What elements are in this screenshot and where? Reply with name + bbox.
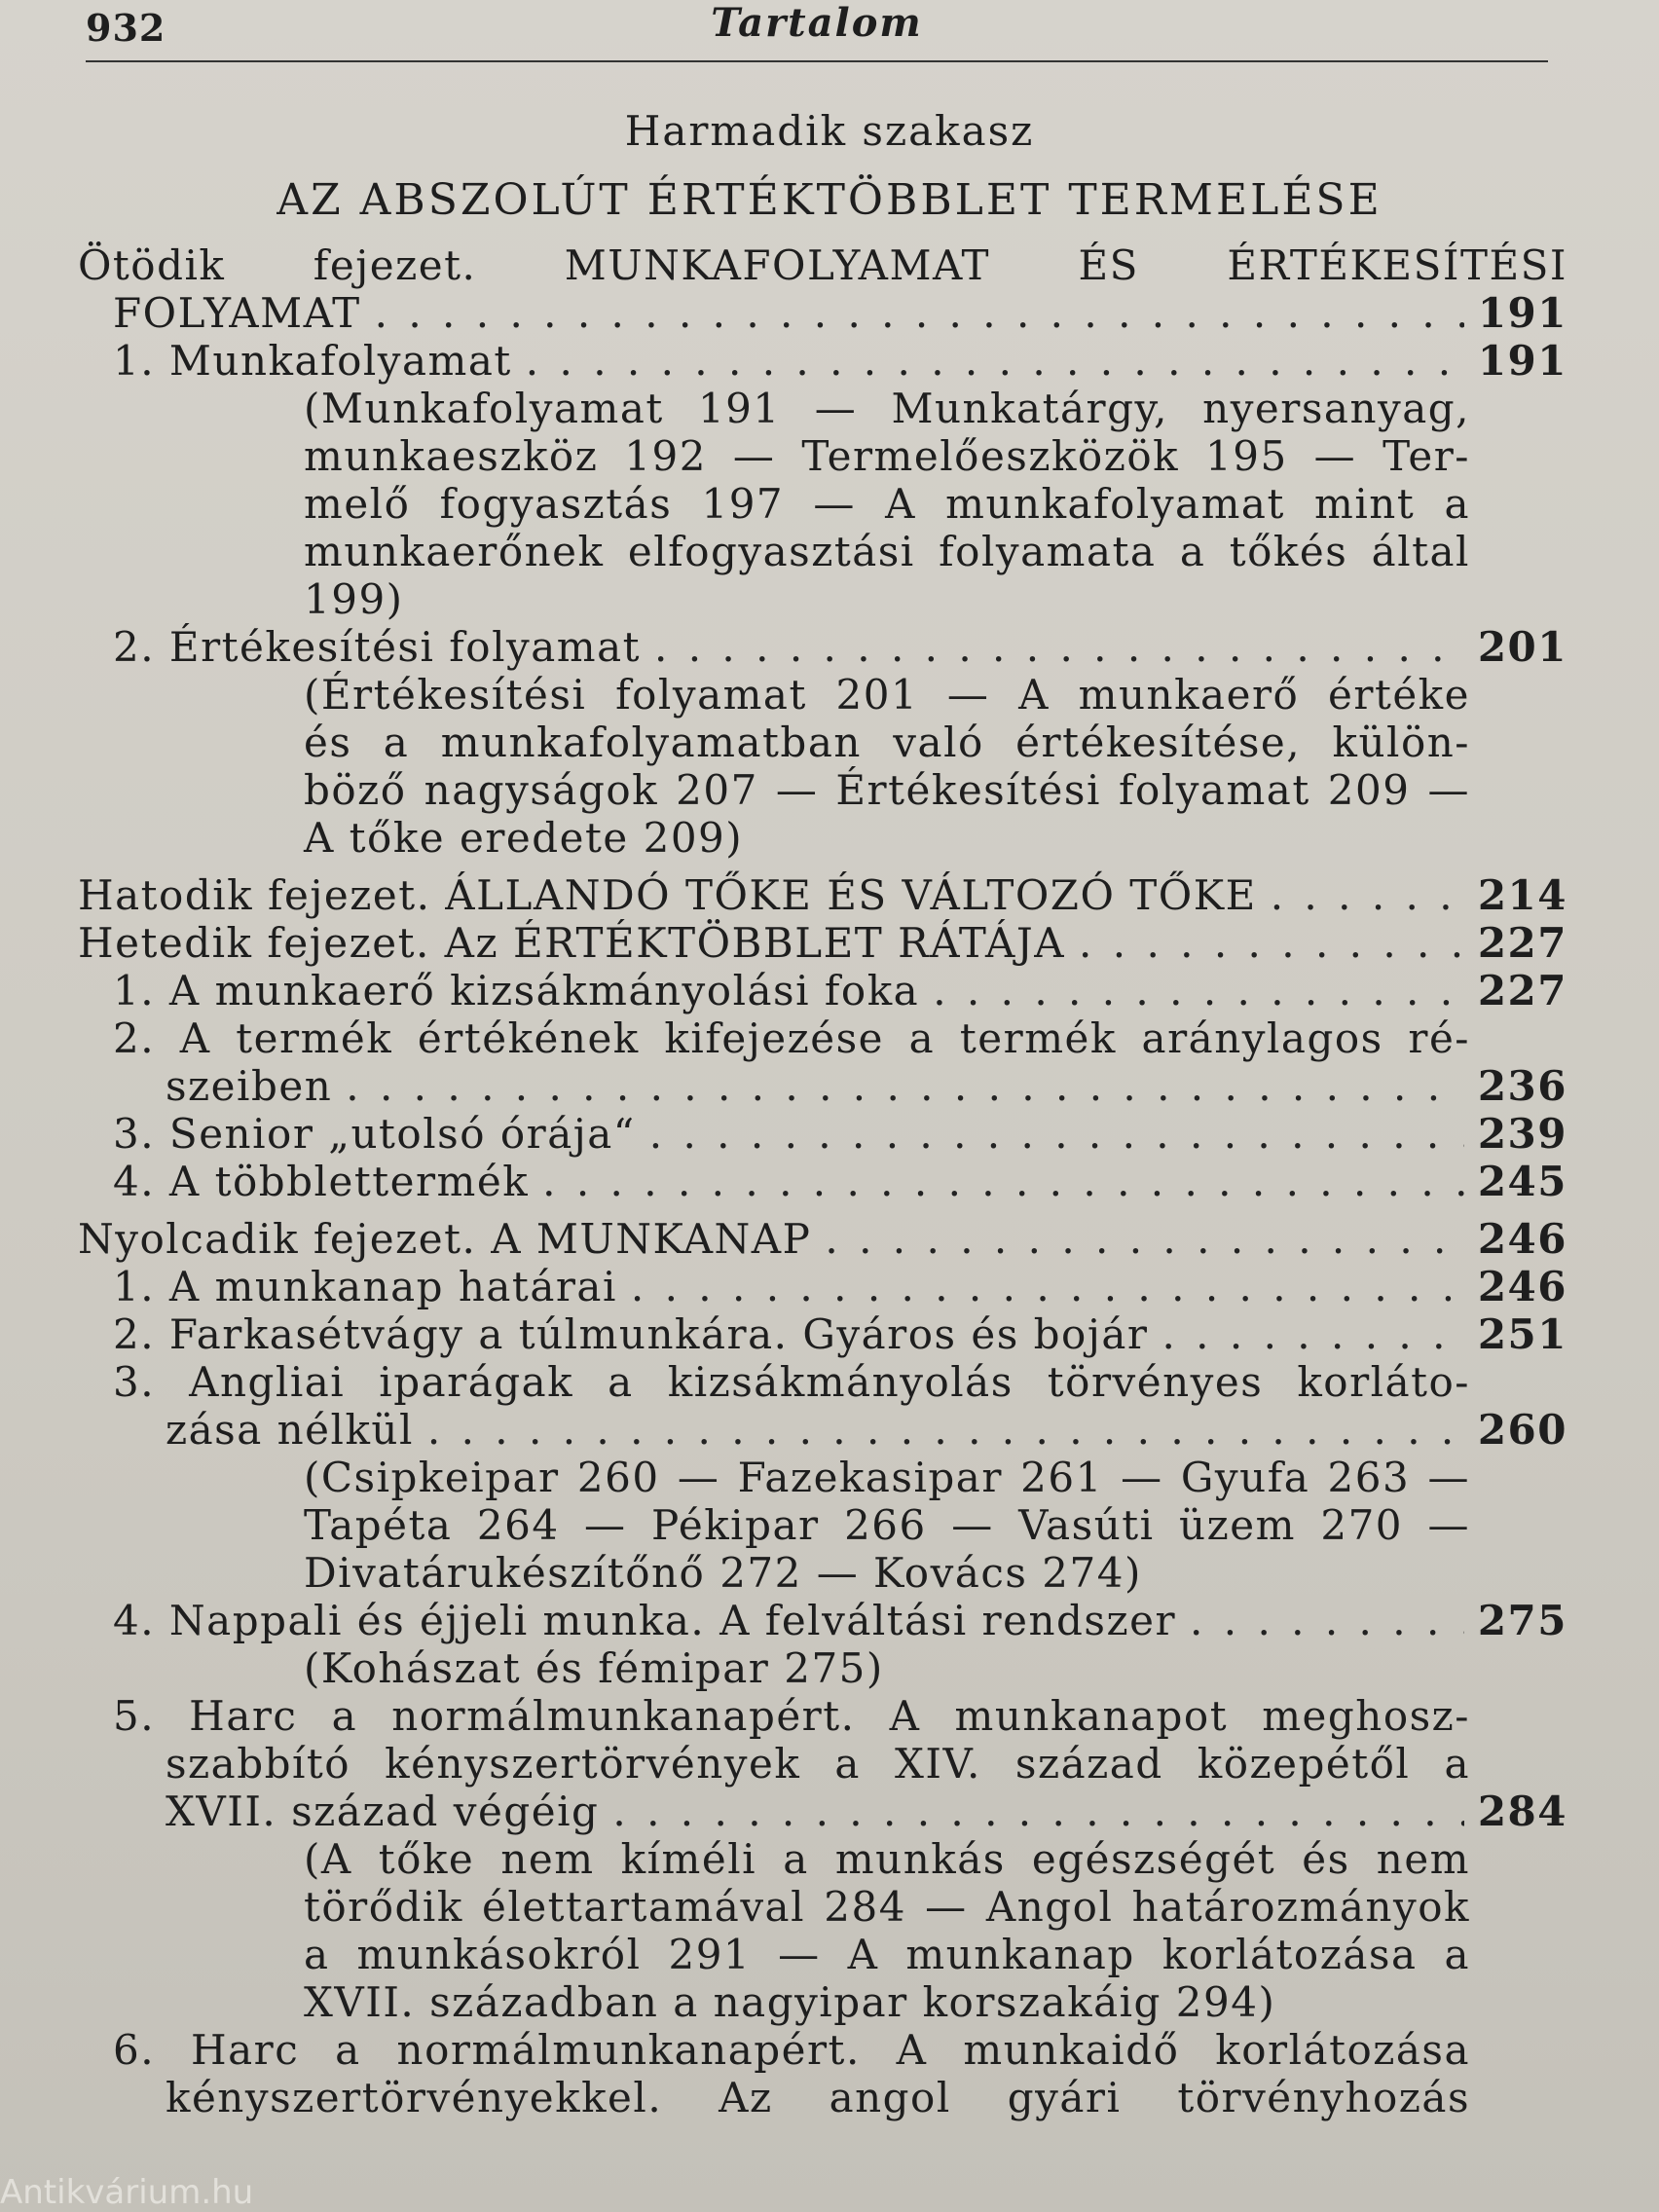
toc-entry-cont: zása nélkül . . . 260: [78, 1406, 1567, 1454]
toc-entry: 6. Harc a normálmunkanapért. A munkaidő korlátozása: [113, 2026, 1470, 2074]
page-ref: 191: [1477, 337, 1567, 385]
page-ref: 191: [1477, 289, 1567, 337]
leader-dots: [542, 1158, 1464, 1205]
page-ref: 275: [1477, 1597, 1567, 1644]
page-ref: 201: [1477, 623, 1567, 671]
leader-dots: [427, 1406, 1464, 1454]
table-of-contents: [78, 241, 1567, 2121]
toc-entry: 3. Angliai iparágak a kizsákmányolás törvényes korláto-: [113, 1358, 1470, 1406]
watermark: Antikvárium.hu: [0, 2173, 254, 2212]
toc-entry: 2. Értékesítési folyamat . . . 201: [78, 623, 1567, 671]
leader-dots: [375, 289, 1464, 337]
toc-subentries: (Kohászat és fémipar 275): [304, 1644, 884, 1692]
page-ref: 214: [1477, 871, 1567, 919]
toc-entry: 4. Nappali és éjjeli munka. A felváltási rendszer . . . 275: [78, 1597, 1567, 1644]
section-label: Harmadik szakasz: [624, 107, 1035, 155]
leader-dots: [825, 1215, 1463, 1263]
leader-dots: [1079, 919, 1464, 967]
toc-entry: 2. A termék értékének kifejezése a termék aránylagos ré-: [113, 1014, 1470, 1062]
toc-entry-cont: kényszertörvényekkel. Az angol gyári törvényhozás: [166, 2074, 1470, 2121]
toc-chapter-5: Ötödik fejezet. MUNKAFOLYAMAT ÉS ÉRTÉKESÍTÉSI: [78, 241, 1567, 289]
page-ref: 227: [1477, 919, 1567, 967]
leader-dots: [654, 623, 1464, 671]
toc-chapter-5-cont: FOLYAMAT . . . 191: [78, 289, 1567, 337]
page-ref: 236: [1477, 1062, 1567, 1110]
leader-dots: [1190, 1597, 1464, 1644]
toc-chapter-8: Nyolcadik fejezet. A MUNKANAP . . . 246: [78, 1215, 1567, 1263]
toc-subentries: (Munkafolyamat 191 — Munkatárgy, nyersanyag, munkaeszköz 192 — Termelőeszközök 195 — Ter- melő fogyasztás 197 — A munkafolyamat mint a munkaerőnek elfogyasztási folyamata a tőkés által 199): [304, 385, 1470, 623]
toc-subentries: (Értékesítési folyamat 201 — A munkaerő értéke és a munkafolyamatban való értékesítése, külön- böző nagyságok 207 — Értékesítési folyamat 209 — A tőke eredete 209): [304, 671, 1470, 862]
toc-chapter-7: Hetedik fejezet. Az ÉRTÉKTÖBBLET RÁTÁJA . . . 227: [78, 919, 1567, 967]
page-ref: 251: [1477, 1310, 1567, 1358]
leader-dots: [649, 1110, 1464, 1158]
leader-dots: [631, 1263, 1464, 1310]
toc-entry: 5. Harc a normálmunkanapért. A munkanapot meghosz-: [113, 1692, 1470, 1740]
page-ref: 227: [1477, 967, 1567, 1014]
toc-entry-cont: szeiben . . . 236: [78, 1062, 1567, 1110]
toc-entry: 4. A többlettermék . . . 245: [78, 1158, 1567, 1205]
toc-entry: 1. A munkanap határai . . . 246: [78, 1263, 1567, 1310]
section-title: AZ ABSZOLÚT ÉRTÉKTÖBBLET TERMELÉSE: [276, 175, 1382, 225]
leader-dots: [1271, 871, 1464, 919]
toc-entry-cont: szabbító kényszertörvények a XIV. század közepétől a: [166, 1740, 1470, 1788]
toc-subentries: (A tőke nem kíméli a munkás egészségét és nem törődik élettartamával 284 — Angol határozmányok a munkásokról 291 — A munkanap korlátozása a XVII. században a nagyipar korszakáig 294): [304, 1835, 1470, 2026]
leader-dots: [933, 967, 1464, 1014]
leader-dots: [612, 1788, 1463, 1835]
page-ref: 239: [1477, 1110, 1567, 1158]
page-ref: 245: [1477, 1158, 1567, 1205]
toc-entry: 1. Munkafolyamat . . . 191: [78, 337, 1567, 385]
page-number: 932: [86, 6, 166, 50]
running-head: [86, 0, 1548, 62]
leader-dots: [346, 1062, 1464, 1110]
toc-entry: 3. Senior „utolsó órája“ . . . 239: [78, 1110, 1567, 1158]
page-ref: 260: [1477, 1406, 1567, 1454]
leader-dots: [1161, 1310, 1463, 1358]
toc-entry: 1. A munkaerő kizsákmányolási foka . . . 227: [78, 967, 1567, 1014]
page-ref: 246: [1477, 1215, 1567, 1263]
page-ref: 246: [1477, 1263, 1567, 1310]
toc-subentries: (Csipkeipar 260 — Fazekasipar 261 — Gyufa 263 — Tapéta 264 — Pékipar 266 — Vasúti üzem 270 — Divatárukészítőnő 272 — Kovács 274): [304, 1454, 1470, 1597]
toc-chapter-6: Hatodik fejezet. ÁLLANDÓ TŐKE ÉS VÁLTOZÓ TŐKE . . . 214: [78, 871, 1567, 919]
page-ref: 284: [1477, 1788, 1567, 1835]
running-title: Tartalom: [711, 0, 923, 46]
toc-entry-cont: XVII. század végéig . . . 284: [78, 1788, 1567, 1835]
leader-dots: [526, 337, 1464, 385]
toc-entry: 2. Farkasétvágy a túlmunkára. Gyáros és bojár . . . 251: [78, 1310, 1567, 1358]
